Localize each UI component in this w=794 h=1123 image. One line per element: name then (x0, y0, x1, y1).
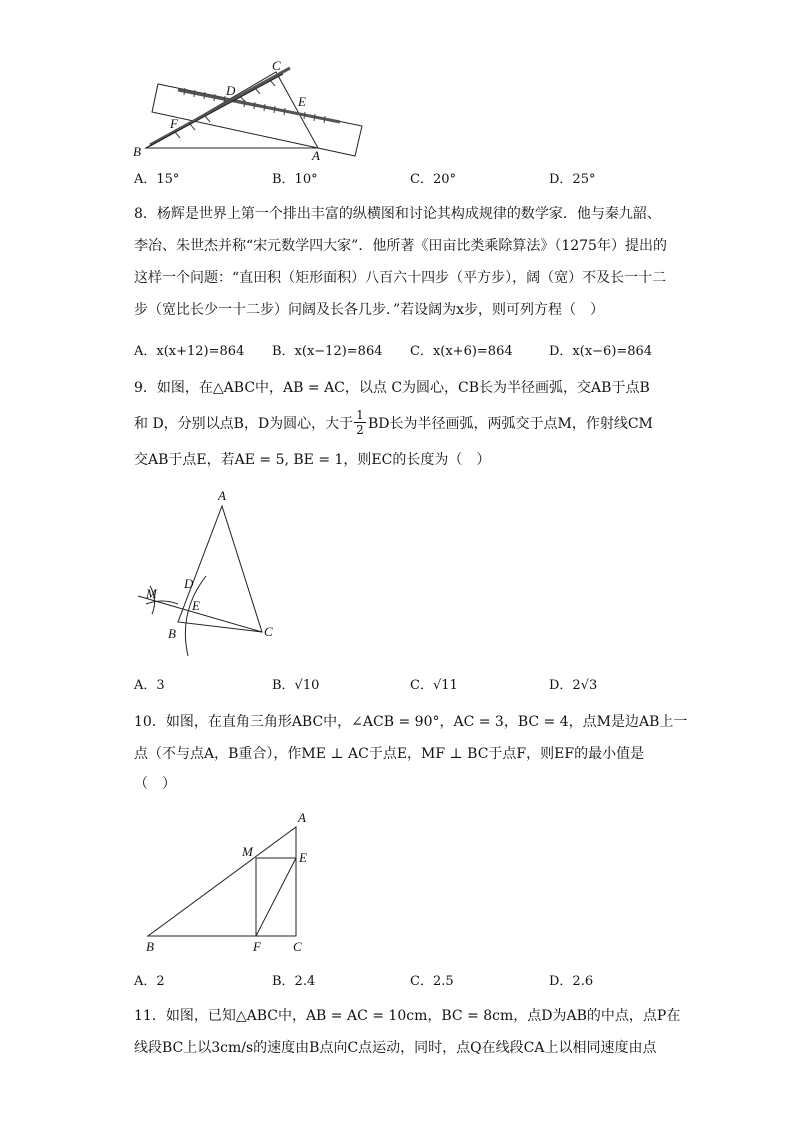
q10-line-1: 10．如图，在直角三角形ABC中，∠ACB = 90°，AC = 3，BC = 4，点M是边AB上一 (134, 714, 688, 730)
q11-line-1: 11．如图，已知△ABC中，AB = AC = 10cm，BC = 8cm，点D为AB的中点，点P在 (134, 1008, 681, 1024)
q10-option-a[interactable]: A．2 (134, 974, 165, 989)
q8-line-4: 步（宽比长少一十二步）问阔及长各几步．”若设阔为x步，则可列方程（ ） (134, 302, 605, 318)
q10-label-C: C (293, 939, 302, 954)
q9-option-b[interactable]: B．√10 (272, 678, 320, 693)
q7-label-C: C (272, 58, 281, 73)
q9-fraction-den: 2 (356, 423, 364, 437)
q8-option-a[interactable]: A．x(x+12)=864 (134, 344, 245, 359)
q9-label-E: E (192, 598, 200, 613)
q11-line-2: 线段BC上以3cm/s的速度由B点向C点运动，同时，点Q在线段CA上以相同速度由点 (134, 1040, 657, 1056)
q8-option-c[interactable]: C．x(x+6)=864 (410, 344, 513, 359)
q9-option-d[interactable]: D．2√3 (549, 678, 598, 693)
q10-triangle (148, 827, 296, 936)
q10-label-M: M (242, 844, 253, 859)
q10-line-3: （ ） (134, 776, 176, 792)
q7-option-b[interactable]: B．10° (272, 172, 318, 187)
q8-option-b[interactable]: B．x(x−12)=864 (272, 344, 383, 359)
q9-line-2a: 和 D，分别以点B，D为圆心，大于 (134, 416, 354, 432)
q9-label-M: M (146, 586, 157, 601)
q10-line-2: 点（不与点A，B重合），作ME ⊥ AC于点E，MF ⊥ BC于点F，则EF的最小值是 (134, 746, 645, 762)
q8-option-d[interactable]: D．x(x−6)=864 (549, 344, 653, 359)
q9-line-1: 9．如图，在△ABC中，AB = AC，以点 C为圆心，CB长为半径画弧，交AB于点B (134, 380, 650, 396)
q10-segment-EF (256, 858, 296, 936)
q9-label-B: B (168, 626, 176, 641)
q7-label-D: D (226, 83, 236, 98)
q7-label-B: B (133, 144, 141, 159)
q9-label-D: D (184, 576, 194, 591)
q9-label-A: A (218, 488, 226, 503)
q7-option-d[interactable]: D．25° (549, 172, 596, 187)
q7-label-F: F (170, 116, 178, 131)
q9-line-3: 交AB于点E，若AE = 5, BE = 1，则EC的长度为（ ） (134, 452, 491, 468)
q9-line-2b: BD长为半径画弧，两弧交于点M，作射线CM (368, 416, 653, 432)
q9-option-a[interactable]: A．3 (134, 678, 165, 693)
q8-line-1: 8．杨辉是世界上第一个排出丰富的纵横图和讨论其构成规律的数学家．他与秦九韶、 (134, 206, 661, 222)
q7-label-E: E (298, 94, 306, 109)
q7-option-a[interactable]: A．15° (134, 172, 180, 187)
q8-line-2: 李冶、朱世杰并称“宋元数学四大家”．他所著《田亩比类乘除算法》（1275年）提出的 (134, 238, 667, 254)
q10-label-B: B (146, 939, 154, 954)
q10-option-b[interactable]: B．2.4 (272, 974, 316, 989)
q9-option-c[interactable]: C．√11 (410, 678, 458, 693)
q10-option-c[interactable]: C．2.5 (410, 974, 454, 989)
q10-option-d[interactable]: D．2.6 (549, 974, 594, 989)
q7-option-c[interactable]: C．20° (410, 172, 456, 187)
q8-line-3: 这样一个问题：“直田积（矩形面积）八百六十四步（平方步），阔（宽）不及长一十二 (134, 270, 667, 286)
q10-label-A: A (298, 810, 306, 825)
q7-label-A: A (312, 148, 320, 163)
q9-label-C: C (264, 624, 273, 639)
q10-label-E: E (299, 850, 307, 865)
q9-fraction-num: 1 (354, 408, 366, 423)
q10-label-F: F (253, 939, 261, 954)
